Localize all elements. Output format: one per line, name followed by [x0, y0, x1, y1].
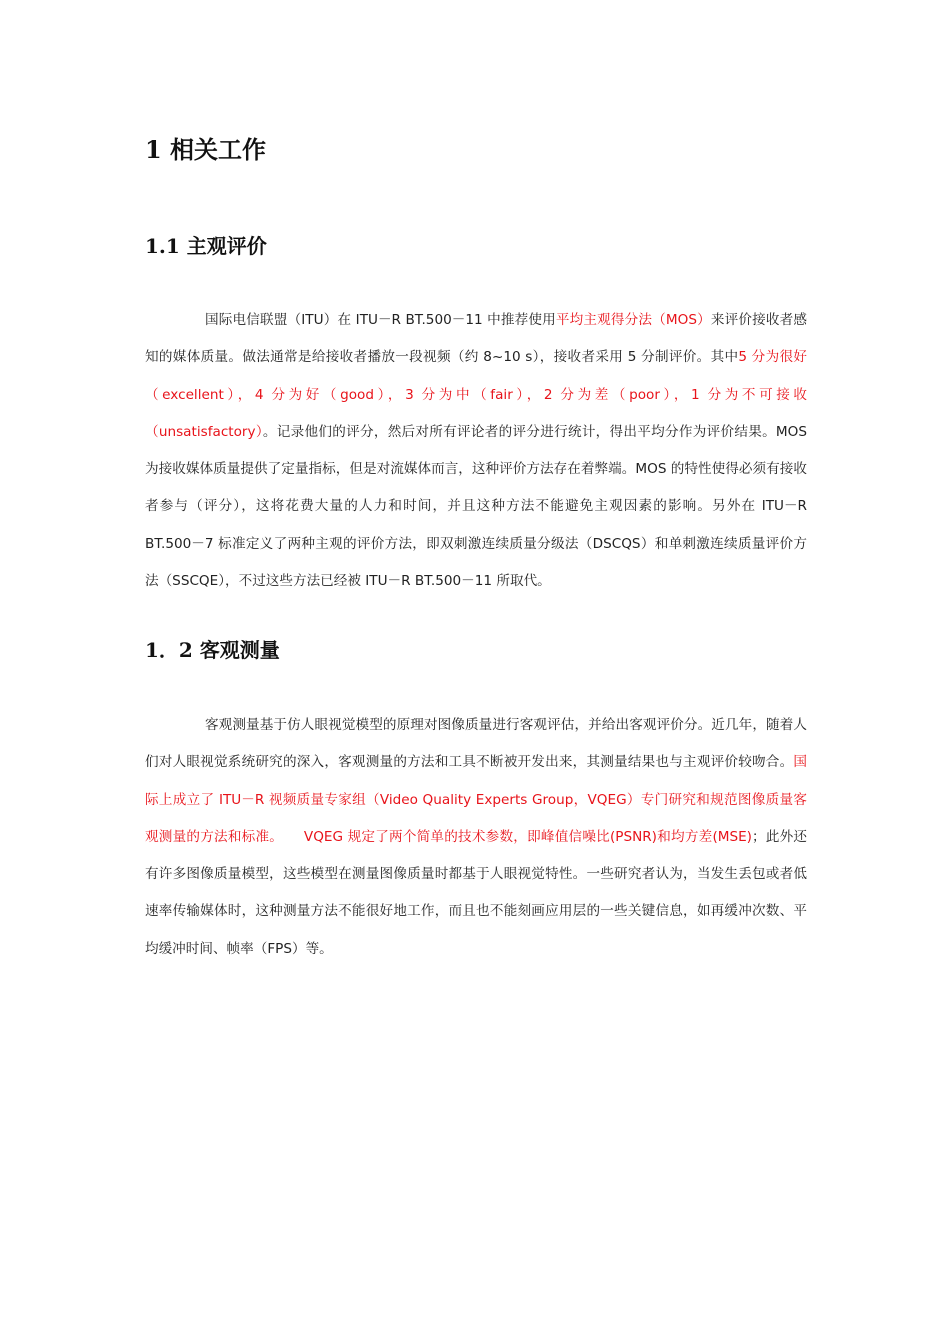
text-span: 国际电信联盟（ITU）在 ITU－R BT.500－11 中推荐使用 — [205, 312, 556, 328]
highlight-psnr-mse: VQEG 规定了两个简单的技术参数，即峰值信噪比(PSNR)和均方差(MSE) — [303, 828, 752, 845]
highlight-rating-scale: 5 分为很好（excellent），4 分为好（good），3 分为中（fair），2 分为差（poor），1 分为不可接收（unsatisfactory） — [145, 349, 807, 440]
heading-subjective-evaluation: 1.1 主观评价 — [145, 234, 267, 258]
heading-objective-measurement: 1．2 客观测量 — [145, 638, 280, 662]
text-span — [276, 829, 304, 845]
highlight-vqeg: 国际上成立了 ITU－R 视频质量专家组（Video Quality Experts Group，VQEG）专门研究和规范图像质量客观测量的方法和标准。 — [145, 754, 807, 845]
text-span: 。记录他们的评分，然后对所有评论者的评分进行统计，得出平均分作为评价结果。MOS 为接收媒体质量提供了定量指标，但是对流媒体而言，这种评价方法存在着弊端。MOS 的特性使得必须有接收者参与（评分），这将花费大量的人力和时间，并且这种方法不能避免主观因素的影响。另外在 ITU－R BT.500－7 标准定义了两种主观的评价方法，即双刺激连续质量分级法（DSCQS）和单刺激连续质量评价方法（SSCQE），不过这些方法已经被 ITU－R BT.500－11 所取代。 — [145, 423, 807, 590]
paragraph-objective — [145, 707, 807, 968]
paragraph-subjective — [145, 302, 807, 600]
text-span: ；此外还有许多图像质量模型，这些模型在测量图像质量时都基于人眼视觉特性。一些研究者认为，当发生丢包或者低速率传输媒体时，这种测量方法不能很好地工作，而且也不能刻画应用层的一些关键信息，如再缓冲次数、平均缓冲时间、帧率（FPS）等。 — [145, 828, 808, 957]
heading-related-work: 1 相关工作 — [145, 135, 267, 164]
text-span: 客观测量基于仿人眼视觉模型的原理对图像质量进行客观评估，并给出客观评价分。近几年，随着人们对人眼视觉系统研究的深入，客观测量的方法和工具不断被开发出来，其测量结果也与主观评价较吻合。 — [145, 717, 807, 771]
text-span: 来评价接收者感知的媒体质量。做法通常是给接收者播放一段视频（约 8~10 s），接收者采用 5 分制评价。其中 — [145, 312, 808, 366]
highlight-mos: 平均主观得分法（MOS） — [555, 312, 711, 328]
